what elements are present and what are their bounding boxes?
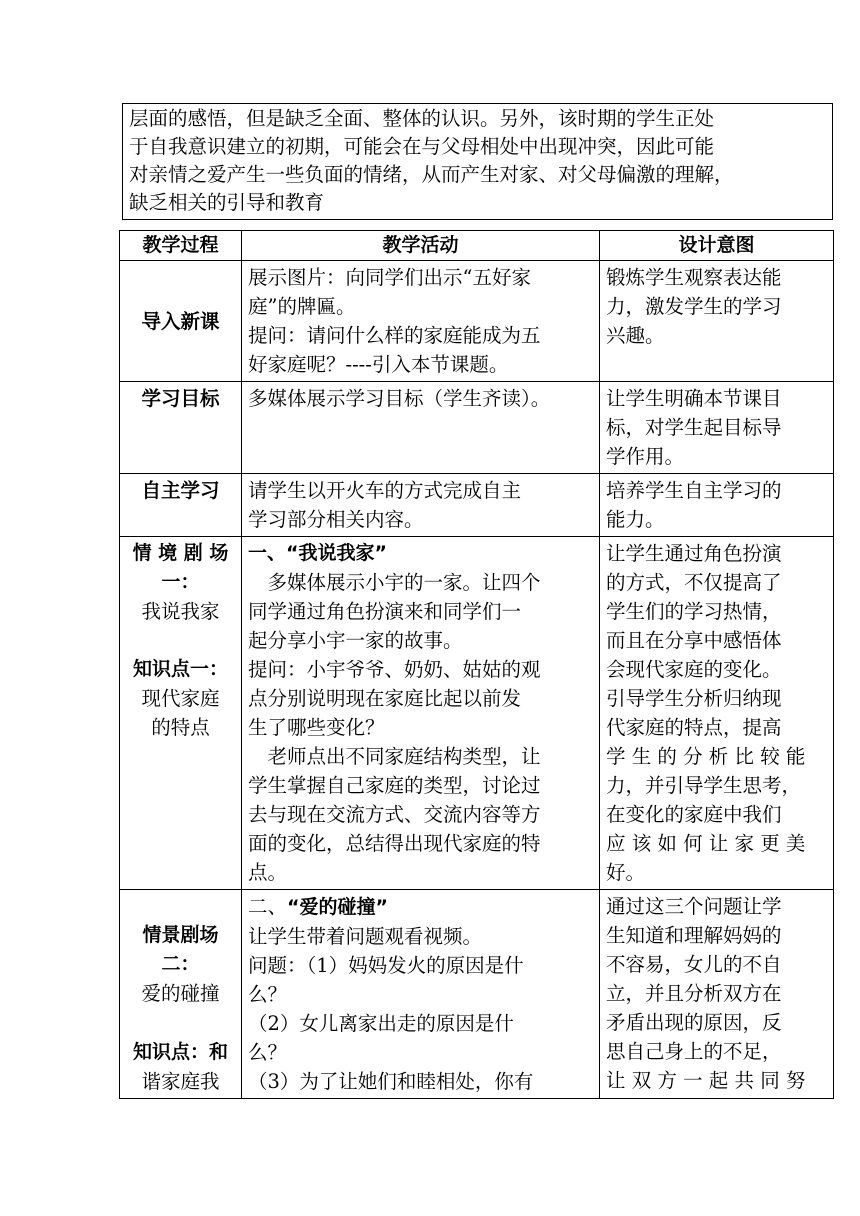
activity-line: 让学生带着问题观看视频。 (248, 925, 483, 948)
activity-line: 起分享小宇一家的故事。 (248, 629, 463, 652)
stage-label: 情景剧场 (142, 924, 219, 946)
table-row (120, 261, 834, 382)
table-row (120, 382, 834, 474)
intent-line: 好。 (606, 861, 646, 884)
activity-line: 多媒体展示小宇的一家。让四个 (248, 571, 541, 594)
stage-cell (120, 474, 242, 537)
knowledge-point-text: 谐家庭我 (141, 1070, 220, 1093)
intent-line: 立，并且分析双方在 (606, 982, 782, 1005)
table-header-row (120, 231, 834, 261)
spacer (126, 1008, 235, 1037)
activity-cell (242, 261, 600, 382)
activity-line: 点分别说明现在家庭比起以前发 (248, 687, 522, 710)
activity-title-prefix: 二、 (248, 895, 288, 918)
stage-label: 我说我家 (141, 600, 220, 623)
activity-line: 去与现在交流方式、交流内容等方 (248, 803, 541, 826)
intro-line: 对亲情之爱产生一些负面的情绪，从而产生对家、对父母偏激的理解， (129, 163, 734, 186)
stage-cell (120, 890, 242, 1099)
intent-line: 通过这三个问题让学 (606, 895, 782, 918)
intent-line: 兴趣。 (606, 324, 665, 347)
intent-cell (600, 890, 834, 1099)
stage-label: 一： (161, 571, 200, 593)
intent-line: 的方式，不仅提高了 (606, 571, 782, 594)
intent-line: 力，激发学生的学习 (606, 295, 782, 318)
activity-cell (242, 382, 600, 474)
stage-label: 二： (161, 953, 200, 975)
activity-cell (242, 474, 600, 537)
intent-line: 能力。 (606, 508, 665, 531)
stage-label: 情 境 剧 场 (132, 542, 229, 564)
intent-line: 学 生 的 分 析 比 较 能 (606, 745, 806, 768)
knowledge-point-text: 的特点 (151, 716, 210, 739)
activity-line: 展示图片：向同学们出示“五好家 (248, 266, 531, 289)
table-row (120, 474, 834, 537)
activity-title: 一、“我说我家” (248, 542, 387, 564)
spacer (126, 892, 235, 921)
header-design-intent: 设计意图 (600, 231, 834, 261)
intro-text-box (122, 103, 833, 220)
activity-line: 好家庭呢？----引入本节课题。 (248, 353, 509, 376)
activity-cell (242, 537, 600, 890)
intro-line: 层面的感悟，但是缺乏全面、整体的认识。另外，该时期的学生正处 (129, 107, 715, 130)
intro-line: 于自我意识建立的初期，可能会在与父母相处中出现冲突，因此可能 (129, 135, 715, 158)
stage-label: 导入新课 (141, 309, 220, 333)
activity-line: 提问：小宇爷爷、奶奶、姑姑的观 (248, 658, 541, 681)
stage-label: 学习目标 (141, 387, 220, 410)
stage-label: 爱的碰撞 (141, 982, 220, 1005)
stage-cell (120, 261, 242, 382)
knowledge-point-text: 现代家庭 (141, 687, 220, 710)
intent-line: 锻炼学生观察表达能 (606, 266, 782, 289)
intent-line: 标，对学生起目标导 (606, 416, 782, 439)
activity-line: 问题：（1）妈妈发火的原因是什 (248, 954, 524, 977)
intent-line: 代家庭的特点，提高 (606, 716, 782, 739)
stage-label: 自主学习 (141, 479, 220, 502)
intent-line: 在变化的家庭中我们 (606, 803, 782, 826)
stage-cell (120, 382, 242, 474)
intent-line: 应 该 如 何 让 家 更 美 (606, 832, 806, 855)
intent-line: 矛盾出现的原因，反 (606, 1011, 782, 1034)
table-row (120, 890, 834, 1099)
activity-line: 生了哪些变化？ (248, 716, 385, 739)
intent-cell (600, 537, 834, 890)
activity-line: 么？ (248, 1041, 288, 1064)
intent-line: 会现代家庭的变化。 (606, 658, 782, 681)
activity-line: 庭”的牌匾。 (248, 295, 356, 318)
intent-line: 而且在分享中感悟体 (606, 629, 782, 652)
activity-line: 提问：请问什么样的家庭能成为五 (248, 324, 541, 347)
intent-line: 让 双 方 一 起 共 同 努 (606, 1069, 806, 1092)
activity-line: 请学生以开火车的方式完成自主 (248, 479, 522, 502)
activity-line: 同学通过角色扮演来和同学们一 (248, 600, 522, 623)
stage-cell (120, 537, 242, 890)
activity-line: 面的变化，总结得出现代家庭的特 (248, 832, 541, 855)
activity-title-text: “爱的碰撞” (287, 896, 388, 918)
spacer (126, 626, 235, 655)
intent-line: 思自己身上的不足， (606, 1040, 782, 1063)
activity-line: （2）女儿离家出走的原因是什 (248, 1012, 514, 1035)
intent-line: 让学生明确本节课目 (606, 387, 782, 410)
intent-cell (600, 382, 834, 474)
knowledge-point-prefix: 知识点：和 (132, 1041, 228, 1063)
activity-line: 么？ (248, 983, 288, 1006)
knowledge-point-label (126, 1037, 235, 1067)
intent-cell (600, 474, 834, 537)
activity-line: 多媒体展示学习目标（学生齐读）。 (248, 387, 551, 410)
teaching-process-table (119, 230, 834, 1099)
intent-line: 生知道和理解妈妈的 (606, 924, 782, 947)
activity-line: 老师点出不同家庭结构类型，让 (248, 745, 541, 768)
activity-title (248, 892, 593, 922)
header-teaching-process: 教学过程 (120, 231, 242, 261)
knowledge-point-label: 知识点一： (132, 658, 228, 680)
intent-line: 让学生通过角色扮演 (606, 542, 782, 565)
header-teaching-activity: 教学活动 (242, 231, 600, 261)
intent-line: 培养学生自主学习的 (606, 479, 782, 502)
activity-cell (242, 890, 600, 1099)
intent-line: 引导学生分析归纳现 (606, 687, 782, 710)
intent-line: 学作用。 (606, 445, 685, 468)
intro-line: 缺乏相关的引导和教育 (129, 191, 325, 214)
intent-line: 学生们的学习热情， (606, 600, 782, 623)
activity-line: 点。 (248, 861, 288, 884)
table-row (120, 537, 834, 890)
intent-cell (600, 261, 834, 382)
intent-line: 不容易，女儿的不自 (606, 953, 782, 976)
activity-line: （3）为了让她们和睦相处，你有 (248, 1070, 534, 1093)
intent-line: 力，并引导学生思考， (606, 774, 802, 797)
activity-line: 学习部分相关内容。 (248, 508, 424, 531)
activity-line: 学生掌握自己家庭的类型，讨论过 (248, 774, 541, 797)
